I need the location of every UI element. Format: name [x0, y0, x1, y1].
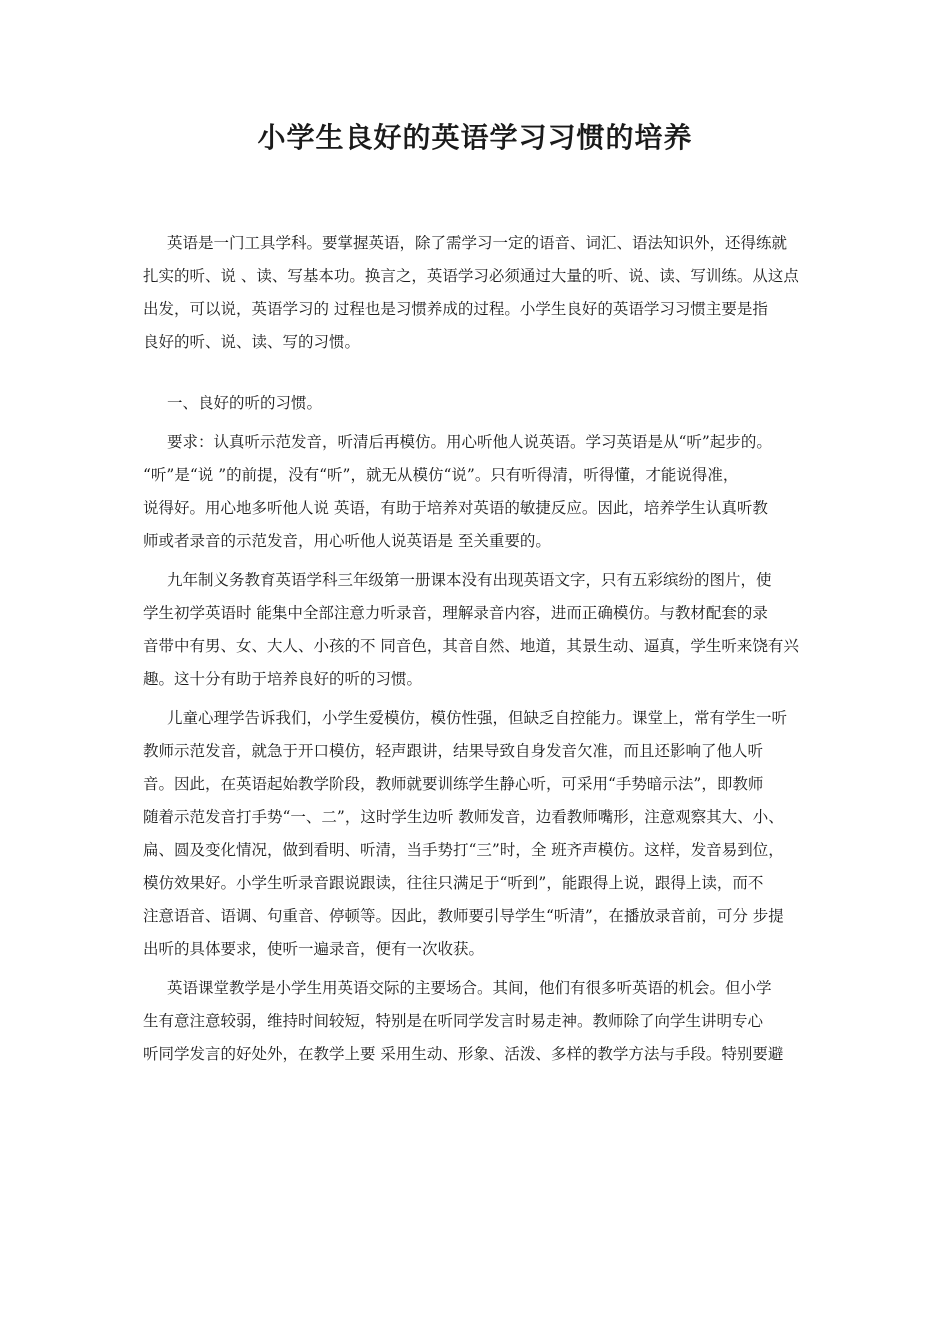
text-line: 学生初学英语时 能集中全部注意力听录音，理解录音内容，进而正确模仿。与教材配套的录: [143, 604, 768, 622]
text-line: 生有意注意较弱，维持时间较短，特别是在听同学发言时易走神。教师除了向学生讲明专心: [143, 1012, 764, 1030]
section-heading-listening: [143, 387, 813, 420]
paragraph-textbook: [143, 564, 813, 696]
paragraph-intro: [143, 227, 813, 359]
spacer: [143, 359, 813, 387]
document-body: [143, 227, 813, 1071]
text-line: 说得好。用心地多听他人说 英语，有助于培养对英语的敏捷反应。因此，培养学生认真听教: [143, 499, 768, 517]
text-line: 扎实的听、说 、读、写基本功。换言之，英语学习必须通过大量的听、说、读、写训练。从这点: [143, 267, 799, 285]
text-line: 儿童心理学告诉我们，小学生爱模仿，模仿性强，但缺乏自控能力。课堂上，常有学生一听: [167, 709, 788, 727]
text-line: 注意语音、语调、句重音、停顿等。因此，教师要引导学生“听清”，在播放录音前，可分 步提: [143, 907, 784, 925]
text-line: 出发，可以说，英语学习的 过程也是习惯养成的过程。小学生良好的英语学习习惯主要是指: [143, 300, 768, 318]
text-line: 音带中有男、女、大人、小孩的不 同音色，其音自然、地道，其景生动、逼真，学生听来饶有兴: [143, 637, 799, 655]
text-line: 音。因此，在英语起始教学阶段，教师就要训练学生静心听，可采用“手势暗示法”，即教师: [143, 775, 764, 793]
text-line: 一、良好的听的习惯。: [167, 394, 323, 412]
text-line: 出听的具体要求，使听一遍录音，便有一次收获。: [143, 940, 485, 958]
text-line: 良好的听、说、读、写的习惯。: [143, 333, 361, 351]
text-line: 听同学发言的好处外，在教学上要 采用生动、形象、活泼、多样的教学方法与手段。特别要避: [143, 1045, 784, 1063]
text-line: “听”是“说 ”的前提，没有“听”，就无从模仿“说”。只有听得清，听得懂，才能说得准，: [143, 466, 739, 484]
text-line: 师或者录音的示范发音，用心听他人说英语是 至关重要的。: [143, 532, 551, 550]
text-line: 扁、圆及变化情况，做到看明、听清，当手势打“三”时，全 班齐声模仿。这样，发音易到位，: [143, 841, 784, 859]
text-line: 趣。这十分有助于培养良好的听的习惯。: [143, 670, 423, 688]
paragraph-requirements: [143, 426, 813, 558]
text-line: 英语是一门工具学科。要掌握英语，除了需学习一定的语音、词汇、语法知识外，还得练就: [167, 234, 788, 252]
text-line: 教师示范发音，就急于开口模仿，轻声跟讲，结果导致自身发音欠准，而且还影响了他人听: [143, 742, 764, 760]
text-line: 模仿效果好。小学生听录音跟说跟读，往往只满足于“听到”，能跟得上说，跟得上读，而不: [143, 874, 764, 892]
document-title: 小学生良好的英语学习习惯的培养: [257, 121, 693, 154]
text-line: 九年制义务教育英语学科三年级第一册课本没有出现英语文字，只有五彩缤纷的图片，使: [167, 571, 772, 589]
text-line: 要求：认真听示范发音，听清后再模仿。用心听他人说英语。学习英语是从“听”起步的。: [167, 433, 772, 451]
paragraph-child-psychology: [143, 702, 813, 966]
text-line: 英语课堂教学是小学生用英语交际的主要场合。其间，他们有很多听英语的机会。但小学: [167, 979, 772, 997]
paragraph-classroom: [143, 972, 813, 1071]
text-line: 随着示范发音打手势“一、二”，这时学生边听 教师发音，边看教师嘴形，注意观察其大、小、: [143, 808, 784, 826]
